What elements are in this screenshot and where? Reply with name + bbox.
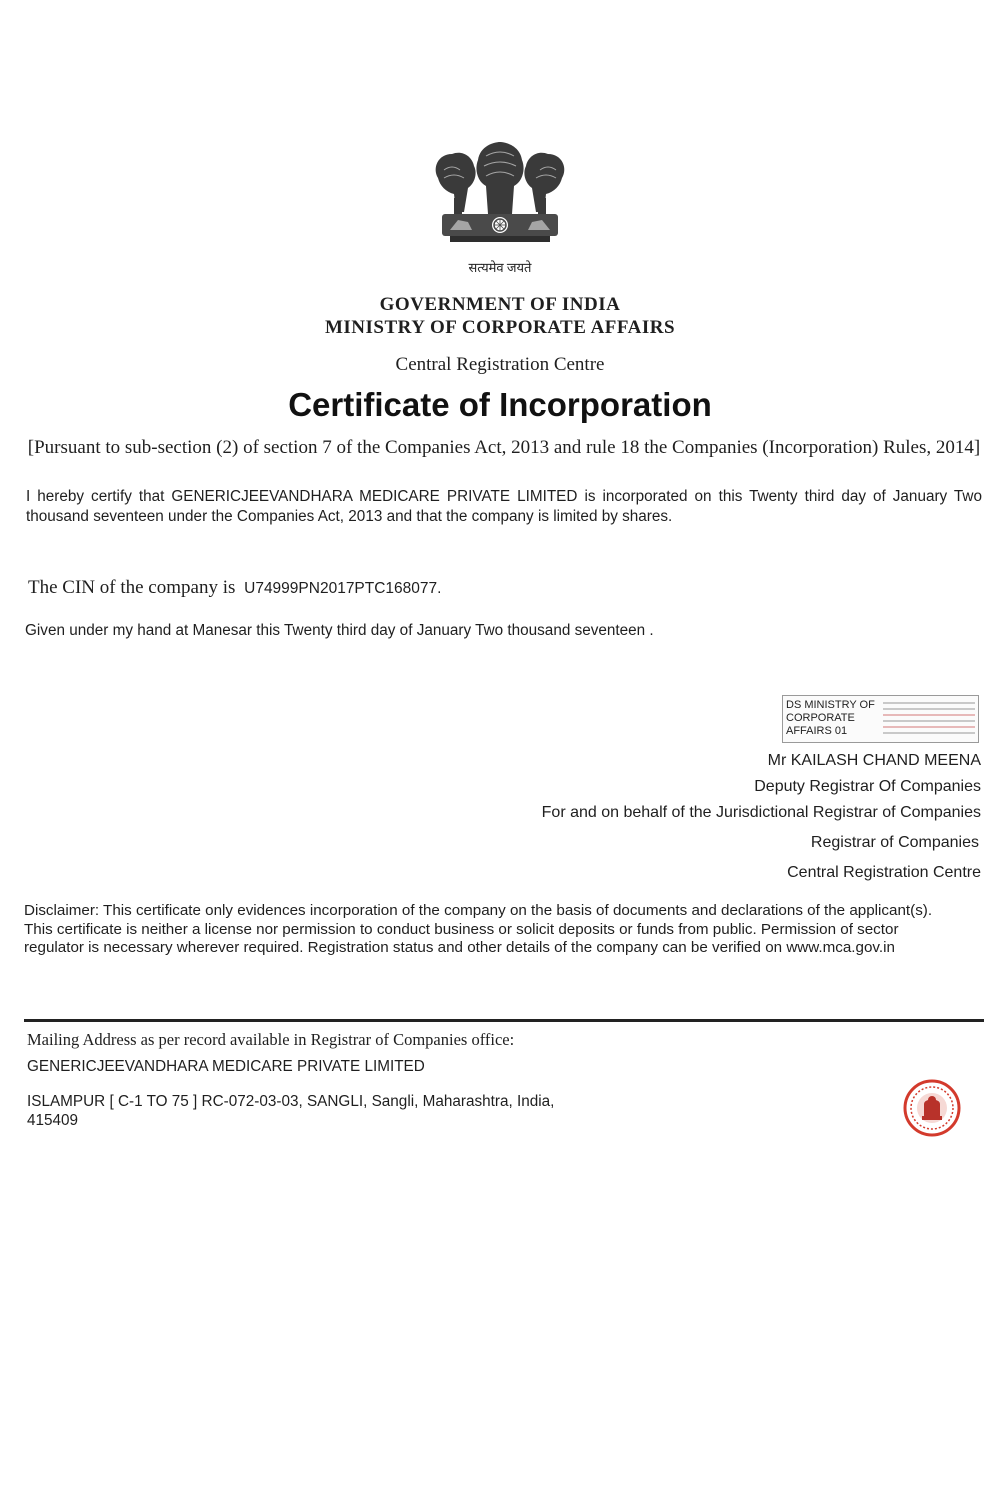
emblem-motto: सत्यमेव जयते — [468, 260, 532, 275]
cin-value: U74999PN2017PTC168077. — [244, 580, 442, 597]
mailing-address: ISLAMPUR [ C-1 TO 75 ] RC-072-03-03, SANGLI, Sangli, Maharashtra, India, 415409 — [27, 1093, 555, 1129]
cin-line — [28, 577, 441, 599]
signatory-name: Mr KAILASH CHAND MEENA — [767, 752, 981, 769]
given-under-hand-statement: Given under my hand at Manesar this Twenty third day of January Two thousand seventeen . — [25, 622, 654, 639]
digital-signature-fine-print — [883, 702, 975, 736]
signatory-title: Deputy Registrar Of Companies — [754, 778, 981, 795]
mca-seal-icon — [902, 1078, 962, 1138]
ministry-heading: MINISTRY OF CORPORATE AFFAIRS — [324, 317, 676, 338]
mailing-company-name: GENERICJEEVANDHARA MEDICARE PRIVATE LIMITED — [27, 1058, 425, 1075]
pursuant-clause: [Pursuant to sub-section (2) of section 7 of the Companies Act, 2013 and rule 18 the Companies (Incorporation) Rules, 2014] — [27, 437, 981, 458]
digital-signature-stamp — [782, 695, 979, 743]
disclaimer-text: Disclaimer: This certificate only evidences incorporation of the company on the basis of documents and declarations of the applicant(s). This certificate is neither a license nor permission to conduct business or solicit deposits or funds from public. Permission of sector regulator is necessary wherever required. Registration status and other details of the company can be verified on www.mca.gov.in — [24, 902, 933, 957]
registration-centre-heading: Central Registration Centre — [395, 354, 605, 375]
digital-signature-label: DS MINISTRY OF CORPORATE AFFAIRS 01 — [786, 699, 875, 737]
certificate-title: Certificate of Incorporation — [288, 386, 712, 423]
section-divider — [24, 1019, 984, 1022]
certification-statement: I hereby certify that GENERICJEEVANDHARA MEDICARE PRIVATE LIMITED is incorporated on this Twenty third day of January Two thousand seventeen under the Companies Act, 2013 and that the company is limited by shares. — [26, 488, 982, 525]
signatory-behalf: For and on behalf of the Jurisdictional Registrar of Companies — [541, 804, 981, 821]
mailing-address-heading: Mailing Address as per record available in Registrar of Companies office: — [27, 1030, 515, 1049]
national-emblem-icon — [428, 140, 572, 280]
cin-label: The CIN of the company is — [28, 577, 236, 598]
government-heading: GOVERNMENT OF INDIA — [379, 294, 621, 315]
signatory-roc: Registrar of Companies — [810, 834, 979, 851]
signatory-centre: Central Registration Centre — [787, 864, 981, 881]
